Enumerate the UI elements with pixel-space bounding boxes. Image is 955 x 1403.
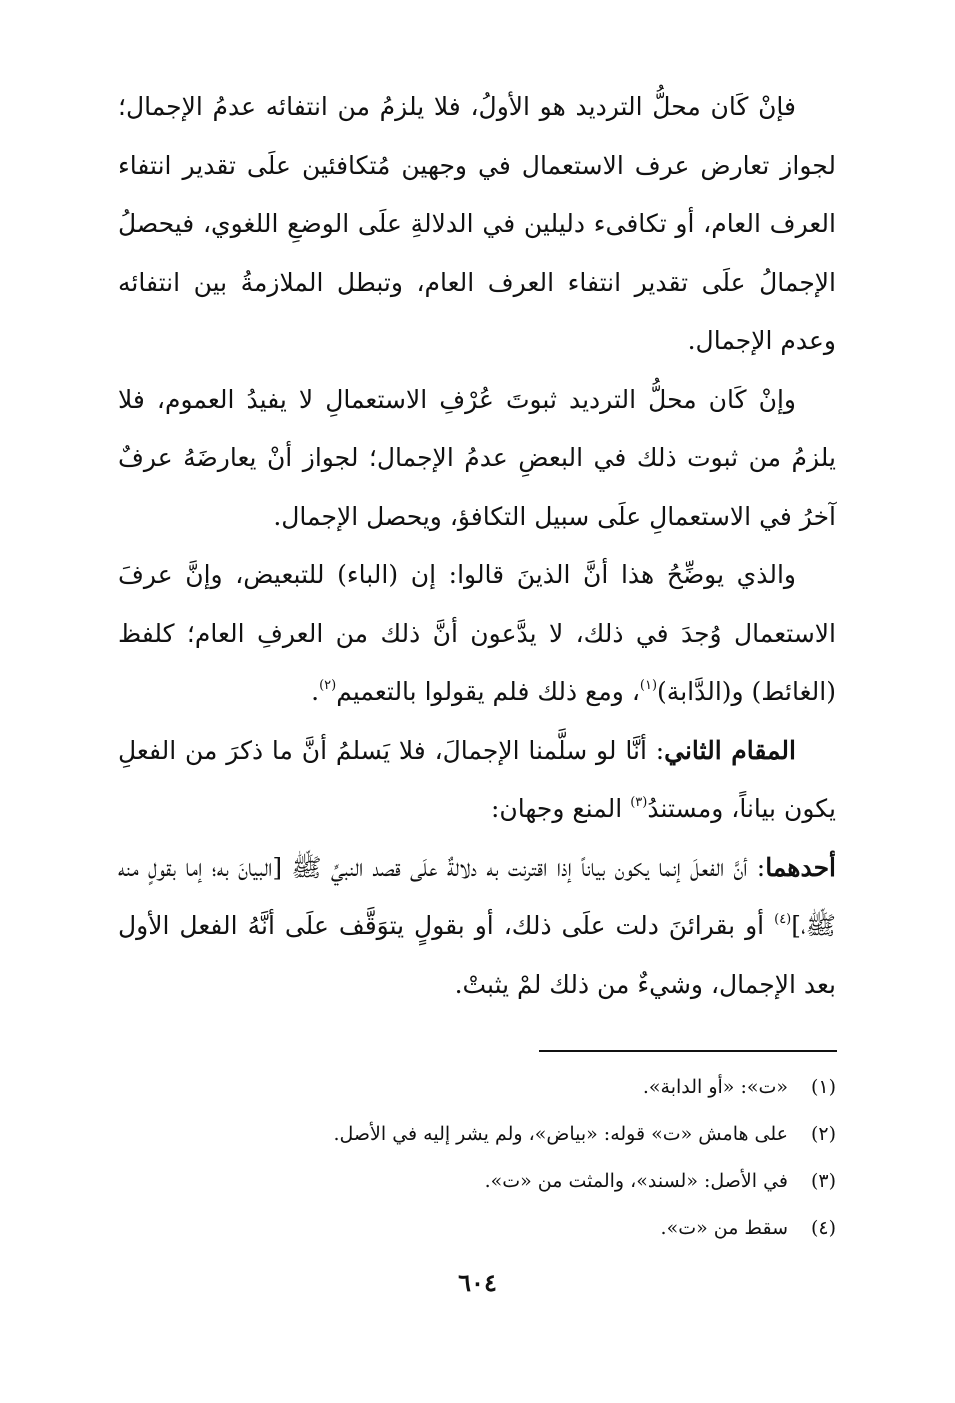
footnote-number: (٢) — [810, 1123, 836, 1145]
paragraph-3 — [118, 546, 836, 722]
paragraph-3-text-cont: ، ومع ذلك فلم يقولوا بالتعميم — [336, 677, 640, 706]
paragraph-2 — [118, 371, 836, 547]
paragraph-5-text: : أنَّ الفعلَ إنما يكون بياناً إذا اقترنت به دلالةٌ علَى قصد النبيِّ ﷺ [البيانَ به؛ إما بقولٍ منه ﷺ،] — [118, 852, 836, 940]
footnote-2 — [200, 1111, 836, 1158]
footnote-number: (٣) — [810, 1170, 836, 1192]
footnotes — [200, 1064, 836, 1252]
paragraph-2-text: وإنْ كَان محلُّ الترديد ثبوتَ عُرْفِ الاستعمالِ لا يفيدُ العموم، فلا يلزمُ من ثبوت ذلك في البعضِ عدمُ الإجمال؛ لجواز أنْ يعارضَهُ عرفٌ آخرُ في الاستعمالِ علَى سبيل التكافؤ، ويحصل الإجمال. — [118, 384, 836, 531]
footnote-ref-1[interactable]: (١) — [639, 678, 658, 693]
paragraph-4 — [118, 722, 836, 839]
paragraph-4-text-cont: المنع وجهان: — [490, 794, 631, 823]
footnote-ref-4[interactable]: (٤) — [774, 912, 792, 927]
paragraph-3-text: والذي يوضِّحُ هذا أنَّ الذينَ قالوا: إن (الباء) للتبعيض، وإنَّ عرفَ الاستعمال وُجدَ في ذلك، لا يدَّعون أنَّ ذلك من العرفِ العام؛ كلفظ (الغائط) و(الدَّابة) — [118, 560, 836, 706]
footnote-ref-3[interactable]: (٣) — [630, 795, 648, 810]
footnote-4 — [200, 1205, 836, 1252]
subheading-first: أحدهما — [765, 852, 836, 882]
main-text — [118, 78, 836, 1014]
footnote-text: في الأصل: «لسند»، والمثت من «ت». — [484, 1170, 788, 1192]
paragraph-1-text: فإنْ كَان محلُّ الترديد هو الأولُ، فلا يلزمُ من انتفائه عدمُ الإجمال؛ لجواز تعارض عرف الاستعمال في وجهين مُتكافئين علَى تقدير انتفاء العرف العام، أو تكافىء دليلين في الدلالةِ علَى الوضعِ اللغوي، فيحصلُ الإجمالُ علَى تقدير انتفاء العرف العام، وتبطل الملازمةُ بين انتفائه وعدم الإجمال. — [118, 92, 836, 355]
footnote-text: على هامش «ت» قوله: «بياض»، ولم يشر إليه في الأصل. — [333, 1123, 788, 1145]
paragraph-4-text: : أنَّا لو سلَّمنا الإجمالَ، فلا يَسلمُ أنَّ ما ذكرَ من الفعلِ يكون بياناً، ومستندُ — [118, 735, 836, 823]
footnote-number: (١) — [810, 1076, 836, 1098]
footnote-1 — [200, 1064, 836, 1111]
footnote-text: «ت»: «أو الدابة». — [642, 1076, 788, 1098]
footnote-number: (٤) — [810, 1217, 836, 1239]
paragraph-5 — [118, 839, 836, 1015]
footnote-separator — [539, 1050, 837, 1052]
section-heading-second-position: المقام الثاني — [664, 735, 796, 765]
footnote-ref-2[interactable]: (٢) — [319, 678, 337, 693]
footnote-text: سقط من «ت». — [660, 1217, 788, 1239]
paragraph-3-end: . — [311, 677, 320, 706]
page-number: ٦٠٤ — [458, 1268, 497, 1297]
paragraph-1 — [118, 78, 836, 371]
footnote-3 — [200, 1158, 836, 1205]
paragraph-5-text-cont: أو بقرائنَ دلت علَى ذلك، أو بقولٍ يتوَقَّف علَى أنَّهُ الفعل الأول بعد الإجمال، وشيءٌ من ذلك لمْ يثبتْ. — [118, 911, 836, 999]
